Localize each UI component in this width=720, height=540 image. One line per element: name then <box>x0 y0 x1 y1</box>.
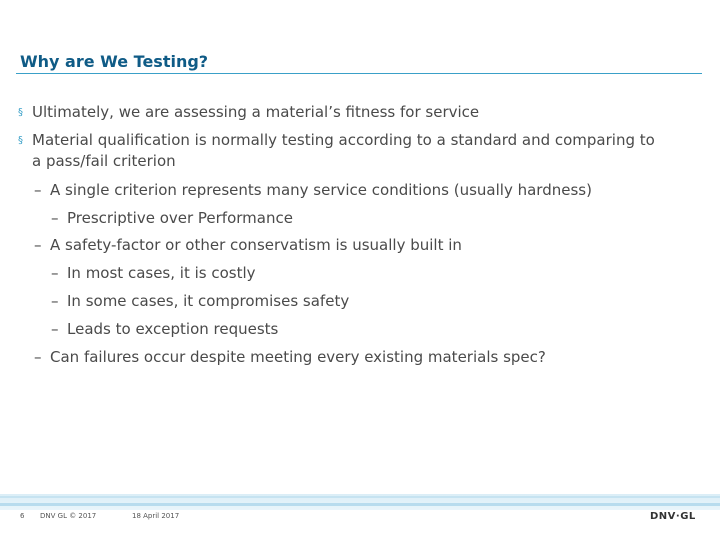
bullet-marker-icon: § <box>18 107 23 118</box>
bullet-text: Material qualification is normally testing according to a standard and comparing to <box>32 131 655 149</box>
bullet-marker-icon: § <box>18 135 23 146</box>
dash-marker-icon: – <box>51 264 59 282</box>
dash-marker-icon: – <box>34 236 42 254</box>
sub-sub-bullet-item <box>51 319 691 340</box>
title-divider <box>16 73 702 74</box>
sub-sub-bullet-text: In some cases, it compromises safety <box>67 292 350 310</box>
sub-bullet-item <box>34 180 694 201</box>
sub-sub-bullet-text: In most cases, it is costly <box>67 264 256 282</box>
dash-marker-icon: – <box>34 348 42 366</box>
dash-marker-icon: – <box>51 320 59 338</box>
sub-bullet-item <box>34 235 694 256</box>
bullet-item <box>18 130 704 172</box>
sub-sub-bullet-text: Prescriptive over Performance <box>67 209 293 227</box>
sub-sub-bullet-item <box>51 263 691 284</box>
footer-stripe <box>0 503 720 506</box>
sub-bullet-text: A safety-factor or other conservatism is usually built in <box>50 236 462 254</box>
sub-sub-bullet-text: Leads to exception requests <box>67 320 279 338</box>
sub-sub-bullet-item <box>51 291 691 312</box>
sub-sub-bullet-item <box>51 208 691 229</box>
sub-bullet-item <box>34 347 694 368</box>
dash-marker-icon: – <box>51 292 59 310</box>
bullet-item <box>18 102 704 123</box>
sub-bullet-text: Can failures occur despite meeting every existing materials spec? <box>50 348 546 366</box>
footer-copyright: DNV GL © 2017 <box>40 512 97 520</box>
logo-text: DNV·GL <box>650 511 696 522</box>
dash-marker-icon: – <box>34 181 42 199</box>
dash-marker-icon: – <box>51 209 59 227</box>
sub-bullet-text: A single criterion represents many service conditions (usually hardness) <box>50 181 592 199</box>
page-number: 6 <box>20 512 25 520</box>
dnv-gl-logo <box>650 508 710 524</box>
footer-stripe <box>0 496 720 498</box>
footer-date: 18 April 2017 <box>132 512 180 520</box>
bullet-text-continuation: a pass/fail criterion <box>32 152 176 170</box>
slide-title: Why are We Testing? <box>20 52 209 71</box>
bullet-text: Ultimately, we are assessing a material’s fitness for service <box>32 103 480 121</box>
footer-band <box>0 494 720 510</box>
